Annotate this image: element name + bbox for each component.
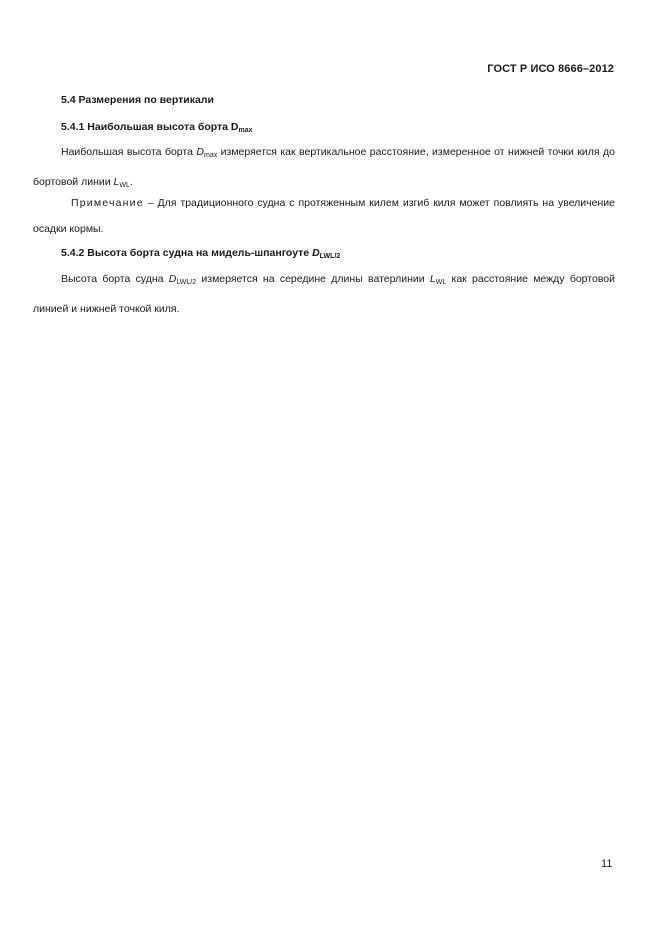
paragraph-midship-depth	[33, 266, 615, 322]
variable-d-sub: LWL/2	[176, 279, 197, 286]
section-5-4-1-title-sub: max	[238, 127, 253, 134]
variable-d: D	[312, 247, 320, 259]
section-5-4-1-heading	[61, 121, 253, 134]
section-5-4-2-heading	[61, 247, 340, 260]
paragraph-text: Наибольшая высота борта	[61, 146, 197, 158]
note-text: – Для традиционного судна с протяженным килем изгиб киля может повлиять на увеличение осадки кормы.	[33, 197, 615, 235]
section-5-4-2-title: 5.4.2 Высота борта судна на мидель-шпангоуте	[61, 247, 313, 259]
variable-d-sub: LWL/2	[319, 253, 341, 260]
paragraph-text: как расстояние между бортовой линией и нижней точкой киля.	[33, 273, 615, 315]
variable-l: L	[113, 176, 120, 188]
standard-header: ГОСТ Р ИСО 8666–2012	[487, 63, 614, 75]
variable-d: D	[168, 273, 177, 285]
section-5-4-1-title: 5.4.1 Наибольшая высота борта D	[61, 121, 239, 133]
variable-d: D	[196, 146, 204, 158]
note-paragraph	[33, 190, 615, 242]
page-number: 11	[601, 858, 613, 870]
variable-d-sub: max	[203, 152, 218, 159]
section-5-4-heading: 5.4 Размерения по вертикали	[61, 94, 214, 106]
paragraph-text: .	[129, 176, 133, 188]
paragraph-text: измеряется как вертикальное расстояние, измеренное от нижней точки киля до бортовой линии	[33, 146, 615, 188]
variable-l-sub: WL	[435, 279, 447, 286]
variable-l-sub: WL	[119, 182, 130, 189]
note-label: Примечание	[71, 197, 144, 209]
paragraph-text: измеряется на середине длины ватерлинии	[196, 273, 430, 285]
paragraph-text: Высота борта судна	[61, 273, 169, 285]
variable-l: L	[429, 273, 436, 285]
